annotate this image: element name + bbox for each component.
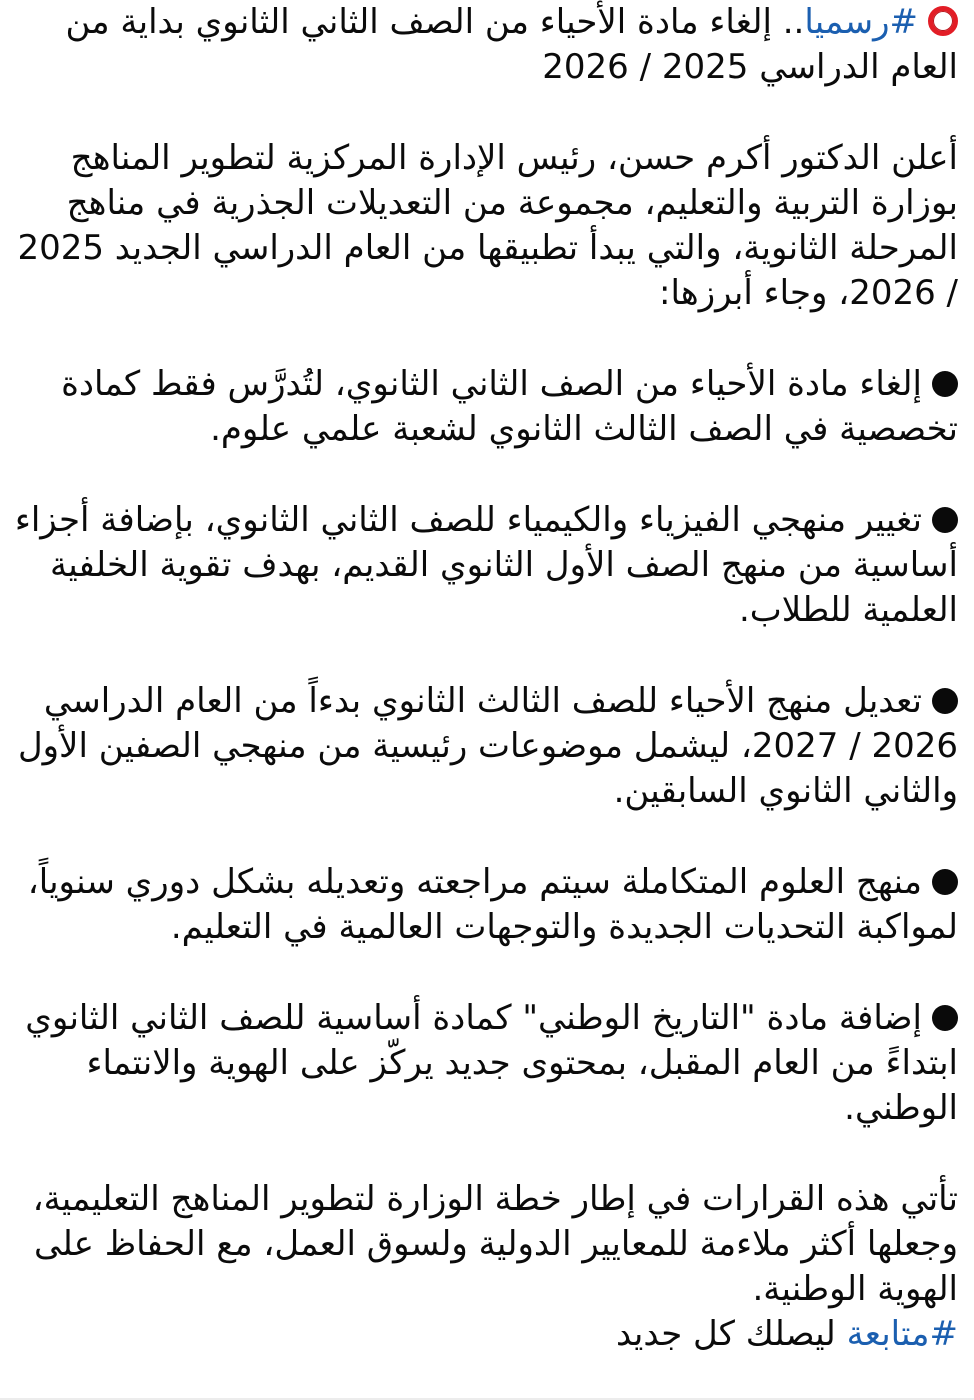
post-title: [14, 0, 958, 90]
post-footer-text: ليصلك كل جديد: [616, 1314, 847, 1354]
bullet-item: [14, 498, 958, 633]
post-title-text: .. إلغاء مادة الأحياء من الصف الثاني الثانوي بداية من العام الدراسي 2025 / 2026: [65, 2, 958, 87]
bullet-item: [14, 996, 958, 1131]
post-intro: أعلن الدكتور أكرم حسن، رئيس الإدارة المركزية لتطوير المناهج بوزارة التربية والتعليم، مجموعة من التعديلات الجذرية في مناهج المرحلة الثانوية، والتي يبدأ تطبيقها من العام الدراسي الجديد 2025 / 2026، وجاء أبرزها:: [17, 138, 958, 313]
black-circle-bullet-icon: [932, 688, 958, 714]
hashtag-official-link[interactable]: #رسميا: [804, 2, 918, 42]
bullet-item: [14, 362, 958, 452]
black-circle-bullet-icon: [932, 371, 958, 397]
red-circle-icon: [928, 6, 958, 36]
post-footer: [14, 1312, 958, 1357]
post-conclusion: تأتي هذه القرارات في إطار خطة الوزارة لتطوير المناهج التعليمية، وجعلها أكثر ملاءمة للمعايير الدولية ولسوق العمل، مع الحفاظ على الهوية الوطنية.: [32, 1179, 958, 1309]
bullet-text: منهج العلوم المتكاملة سيتم مراجعته وتعديله بشكل دوري سنوياً، لمواكبة التحديات الجديدة والتوجهات العالمية في التعليم.: [27, 862, 958, 947]
black-circle-bullet-icon: [932, 869, 958, 895]
bullet-text: إلغاء مادة الأحياء من الصف الثاني الثانوي، لتُدرَّس فقط كمادة تخصصية في الصف الثالث الثانوي لشعبة علمي علوم.: [61, 364, 958, 449]
bullet-item: [14, 679, 958, 814]
hashtag-follow-link[interactable]: #متابعة: [846, 1314, 958, 1354]
bullet-text: تغيير منهجي الفيزياء والكيمياء للصف الثاني الثانوي، بإضافة أجزاء أساسية من منهج الصف الأول الثانوي القديم، بهدف تقوية الخلفية العلمية للطلاب.: [14, 500, 958, 630]
post-body: [14, 0, 958, 1357]
bullet-text: تعديل منهج الأحياء للصف الثالث الثانوي بدءاً من العام الدراسي 2026 / 2027، ليشمل موضوعات رئيسية من منهجي الصفين الأول والثاني الثانوي السابقين.: [17, 681, 958, 811]
black-circle-bullet-icon: [932, 1005, 958, 1031]
bullet-text: إضافة مادة "التاريخ الوطني" كمادة أساسية للصف الثاني الثانوي ابتداءً من العام المقبل، بمحتوى جديد يركّز على الهوية والانتماء الوطني.: [25, 998, 958, 1128]
bullet-item: [14, 860, 958, 950]
black-circle-bullet-icon: [932, 507, 958, 533]
